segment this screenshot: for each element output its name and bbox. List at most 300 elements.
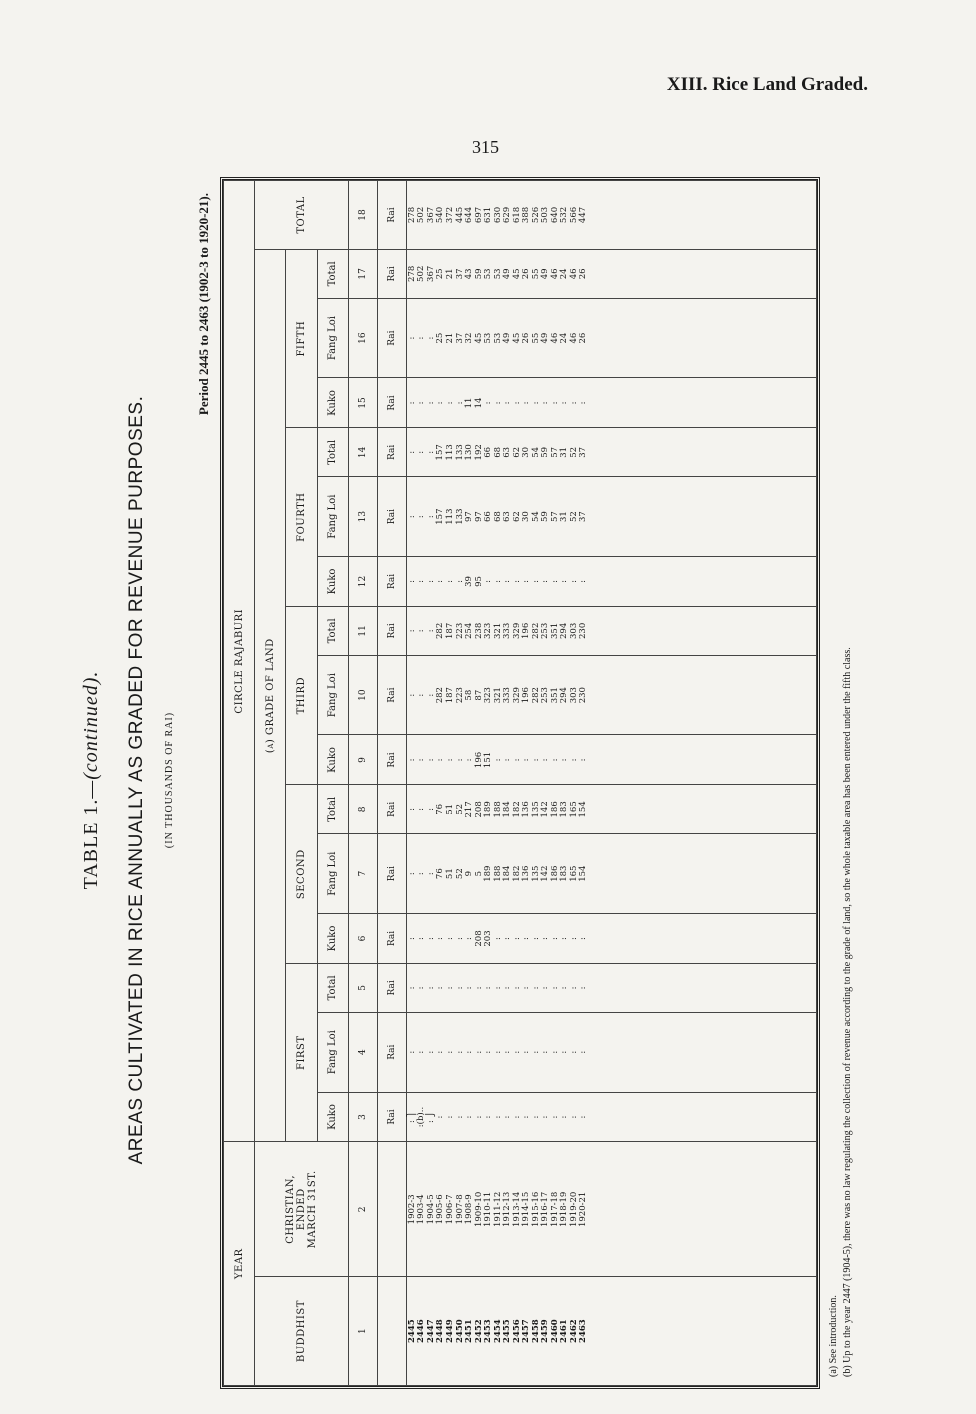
table-cell: :: [483, 580, 494, 583]
table-cell: 184: [502, 801, 513, 818]
table-cell: 68: [492, 511, 503, 523]
table-cell: :: [483, 986, 494, 990]
table-cell: :: [568, 986, 579, 990]
table-cell: :: [502, 401, 513, 405]
table-cell: 238: [473, 622, 484, 639]
table-cell: 1903-4: [416, 1194, 427, 1225]
unit-row: [377, 181, 406, 1386]
table-cell: :: [521, 1115, 532, 1119]
table-cell: 303: [568, 687, 579, 704]
table-cell: 1902-3: [406, 1194, 417, 1225]
table-cell: :: [416, 693, 427, 697]
table-cell: 2449: [445, 1319, 455, 1343]
table-cell: :: [416, 450, 427, 454]
table-cell: :: [454, 758, 465, 762]
table-cell: 2453: [483, 1319, 494, 1343]
table-cell: 189: [483, 865, 494, 882]
table-cell: :: [511, 937, 522, 940]
table-cell: 183: [559, 801, 570, 818]
table-cell: 55: [530, 268, 541, 280]
table-cell: 32: [464, 332, 475, 344]
table-cell: :: [425, 758, 436, 762]
table-cell: 445: [454, 206, 465, 224]
table-cell: 62: [511, 511, 522, 523]
table-cell: :: [511, 986, 522, 990]
column-number: 4: [348, 1012, 377, 1092]
table-cell: 2451: [464, 1319, 475, 1343]
footnote-b: (b) Up to the year 2447 (1904-5), there was no law regulating the collection of revenue according to the grade of land, so the whole taxable area has been entered under the fifth class.: [842, 647, 853, 1377]
table-cell: 640: [549, 206, 560, 224]
table-cell: :: [406, 693, 417, 697]
table-cell: :: [540, 1050, 551, 1054]
table-cell: 130: [464, 444, 475, 461]
table-cell: 136: [521, 865, 532, 882]
table-cell: :: [464, 1050, 475, 1054]
table-cell: :: [540, 937, 551, 940]
table-cell: :: [511, 401, 522, 405]
table-cell: :: [530, 986, 541, 990]
table-cell: :: [425, 986, 436, 990]
table-cell: 49: [540, 268, 551, 280]
unit-cell: Rai: [377, 378, 406, 428]
table-cell: 540: [435, 206, 446, 224]
header-grade: (a) GRADE OF LAND: [255, 249, 286, 1142]
table-cell: 254: [464, 622, 475, 639]
header-fang-loi: Fang Loi: [317, 1012, 348, 1092]
table-cell: :: [511, 758, 522, 762]
table-cell: 196: [521, 687, 532, 704]
table-cell: 183: [559, 865, 570, 882]
table-cell: 37: [578, 446, 589, 458]
table-cell: :: [416, 807, 427, 811]
table-cell: 76: [435, 868, 446, 880]
table-cell: 53: [483, 332, 494, 344]
table-cell: 24: [559, 268, 570, 280]
table-cell: :: [464, 937, 475, 940]
column-fifth-fang-loi: [406, 298, 816, 378]
table-cell: 321: [492, 687, 503, 704]
column-second-fang-loi: [406, 834, 816, 914]
column-second-total: [406, 785, 816, 834]
column-fourth-fang-loi: [406, 477, 816, 557]
header-christian-line1: CHRISTIAN,: [285, 1174, 297, 1244]
table-cell: 1912-13: [502, 1191, 513, 1228]
table-cell: :: [559, 986, 570, 990]
table-cell: :: [425, 515, 436, 519]
table-cell: 68: [492, 446, 503, 458]
unit-cell: Rai: [377, 1012, 406, 1092]
section-title: XIII. Rice Land Graded.: [666, 74, 868, 95]
unit-cell: Rai: [377, 477, 406, 557]
table-cell: 2448: [435, 1319, 446, 1343]
table-cell: 14: [473, 397, 484, 409]
table-cell: 217: [464, 801, 475, 818]
column-number: 13: [348, 477, 377, 557]
table-cell: :: [492, 401, 503, 405]
column-number: 1: [348, 1277, 377, 1386]
rotated-table-block: [70, 165, 890, 1395]
table-cell: 253: [540, 622, 551, 639]
table-cell: 2462: [568, 1319, 579, 1343]
table-cell: :: [521, 986, 532, 990]
table-cell: :: [454, 580, 465, 583]
header-christian-line2: ENDED: [296, 1188, 308, 1231]
column-number: 3: [348, 1092, 377, 1142]
table-cell: 631: [483, 206, 494, 224]
table-cell: :: [406, 807, 417, 811]
table-cell: :: [568, 758, 579, 762]
table-cell: 1909-10: [473, 1191, 484, 1228]
table-cell: :: [568, 1115, 579, 1119]
table-cell: :: [578, 758, 589, 762]
column-number: 14: [348, 428, 377, 477]
table-cell: :: [502, 986, 513, 990]
table-cell: 37: [454, 332, 465, 344]
header-total-sub: Total: [317, 785, 348, 834]
table-cell: :: [521, 937, 532, 940]
table-cell: 2457: [521, 1319, 532, 1343]
table-cell: 503: [540, 206, 551, 224]
table-cell: 136: [521, 801, 532, 818]
table-cell: :: [406, 937, 417, 940]
table-cell: :: [559, 758, 570, 762]
table-cell: 30: [521, 511, 532, 523]
table-cell: 196: [473, 751, 484, 769]
table-cell: :: [445, 986, 455, 990]
table-cell: :: [435, 1050, 446, 1054]
table-cell: :: [416, 580, 427, 583]
table-cell: 21: [445, 268, 455, 280]
table-cell: 165: [568, 801, 579, 818]
table-cell: :: [540, 580, 551, 583]
table-cell: 49: [502, 332, 513, 344]
table-title-suffix: —(continued).: [80, 670, 102, 799]
table-cell: 97: [464, 511, 475, 523]
table-cell: :: [578, 580, 589, 583]
header-second: SECOND: [286, 785, 317, 964]
table-cell: 53: [492, 332, 503, 344]
table-cell: 46: [549, 268, 560, 280]
table-cell: 253: [540, 687, 551, 704]
table-cell: 1910-11: [483, 1191, 494, 1228]
column-fifth-total: [406, 249, 816, 298]
column-number: 8: [348, 785, 377, 834]
table-cell: 11: [464, 397, 475, 409]
table-cell: :: [568, 1050, 579, 1054]
table-cell: :: [454, 401, 465, 405]
table-cell: :: [530, 401, 541, 405]
table-cell: 329: [511, 622, 522, 639]
table-period: Period 2445 to 2463 (1902-3 to 1920-21).: [196, 193, 211, 416]
unit-cell: Rai: [377, 735, 406, 785]
table-cell: 294: [559, 622, 570, 639]
table-cell: 30: [521, 446, 532, 458]
table-cell: 187: [445, 622, 455, 639]
table-cell: 1907-8: [454, 1194, 465, 1225]
column-number: 7: [348, 834, 377, 914]
table-cell: :: [578, 986, 589, 990]
table-cell: :: [492, 986, 503, 990]
unit-cell: Rai: [377, 556, 406, 606]
table-cell: 58: [464, 689, 475, 701]
table-cell: 2460: [549, 1319, 560, 1343]
table-cell: 1914-15: [521, 1191, 532, 1228]
column-third-kuko: [406, 735, 816, 785]
table-cell: 2459: [540, 1319, 551, 1343]
table-cell: :: [425, 629, 436, 633]
table-cell: 49: [540, 332, 551, 344]
table-cell: :: [435, 580, 446, 583]
table-cell: 25: [435, 268, 446, 280]
header-circle: CIRCLE RAJABURI: [224, 181, 255, 1142]
table-cell: 188: [492, 801, 503, 818]
table-cell: 151: [483, 751, 494, 769]
table-cell: 66: [483, 511, 494, 523]
table-cell: 203: [483, 930, 494, 947]
table-cell: 1906-7: [445, 1194, 455, 1225]
table-cell: :: [445, 1050, 455, 1054]
table-cell: :: [435, 937, 446, 940]
header-total-sub: Total: [317, 963, 348, 1012]
table-cell: 282: [435, 687, 446, 704]
table-cell: :: [464, 1115, 475, 1119]
unit-cell: Rai: [377, 655, 406, 735]
table-cell: :: [540, 986, 551, 990]
table-cell: :: [454, 986, 465, 990]
table-cell: :: [492, 758, 503, 762]
table-cell: :: [549, 1115, 560, 1119]
table-cell: :: [511, 1050, 522, 1054]
table-cell: 135: [530, 801, 541, 818]
table-cell: 1915-16: [530, 1191, 541, 1228]
table-cell: 303: [568, 622, 579, 639]
table-cell: :: [416, 986, 427, 990]
table-cell: 133: [454, 444, 465, 461]
table-cell: 1919-20: [568, 1191, 579, 1228]
table-cell: :: [416, 1050, 427, 1054]
table-cell: 45: [511, 332, 522, 344]
table-cell: 278: [406, 265, 417, 282]
header-year: YEAR: [224, 1142, 255, 1386]
table-frame: [220, 177, 820, 1389]
table-cell: 43: [464, 268, 475, 280]
column-third-total: [406, 606, 816, 655]
column-fourth-kuko: [406, 556, 816, 606]
table-cell: 55: [530, 332, 541, 344]
header-total: TOTAL: [255, 181, 349, 250]
table-cell: :: [483, 401, 494, 405]
table-cell: 186: [549, 865, 560, 882]
table-cell: 186: [549, 801, 560, 818]
unit-cell: Rai: [377, 785, 406, 834]
table-cell: :: [530, 937, 541, 940]
table-cell: :: [559, 1050, 570, 1054]
table-cell: 196: [521, 622, 532, 639]
table-cell: 367: [425, 265, 436, 282]
table-cell: 2450: [454, 1319, 465, 1343]
table-cell: :: [406, 515, 417, 519]
data-row: [406, 181, 816, 1386]
header-fang-loi: Fang Loi: [317, 834, 348, 914]
header-first: FIRST: [286, 963, 317, 1142]
table-cell: 184: [502, 865, 513, 882]
header-kuko: Kuko: [317, 914, 348, 964]
table-cell: 192: [473, 444, 484, 461]
table-cell: 1918-19: [559, 1191, 570, 1228]
table-cell: 189: [483, 801, 494, 818]
table-cell: 9: [464, 870, 475, 877]
table-cell: 46: [568, 268, 579, 280]
table-cell: 57: [549, 446, 560, 458]
table-cell: 26: [521, 268, 532, 280]
table-cell: :: [425, 580, 436, 583]
table-cell: :: [416, 629, 427, 633]
header-christian-line3: MARCH 31ST.: [307, 1170, 319, 1249]
header-buddhist: BUDDHIST: [255, 1277, 349, 1386]
table-cell: 532: [559, 206, 570, 224]
table-cell: :: [464, 758, 475, 762]
table-cell: 502: [416, 265, 427, 282]
table-cell: 566: [568, 206, 579, 224]
table-cell: 1904-5: [425, 1194, 436, 1225]
table-cell: 63: [502, 511, 513, 523]
unit-cell: [377, 1277, 406, 1386]
table-cell: 1905-6: [435, 1194, 446, 1225]
table-cell: 46: [568, 332, 579, 344]
table-cell: 1908-9: [464, 1194, 475, 1225]
table-cell: 329: [511, 687, 522, 704]
table-cell: 154: [578, 865, 589, 882]
table-cell: :: [502, 937, 513, 940]
table-cell: :: [521, 580, 532, 583]
table-cell: 2456: [511, 1319, 522, 1343]
table-cell: 165: [568, 865, 579, 882]
table-cell: 95: [473, 576, 484, 587]
table-cell: 2463: [578, 1319, 589, 1343]
table-cell: 351: [549, 687, 560, 704]
table-cell: 2452: [473, 1319, 484, 1343]
table-cell: 333: [502, 622, 513, 639]
table-cell: 1916-17: [540, 1191, 551, 1228]
column-fifth-kuko: [406, 378, 816, 428]
table-cell: :: [416, 758, 427, 762]
table-cell: 230: [578, 687, 589, 704]
header-fang-loi: Fang Loi: [317, 655, 348, 735]
table-cell: 97: [473, 511, 484, 523]
table-cell: 294: [559, 687, 570, 704]
table-cell: 154: [578, 801, 589, 818]
table-cell: 157: [435, 444, 446, 461]
table-cell: :: [406, 872, 417, 876]
table-cell: 21: [445, 332, 455, 344]
table-cell: 282: [530, 622, 541, 639]
table-cell: 1911-12: [492, 1191, 503, 1228]
table-cell: :: [540, 758, 551, 762]
table-cell: 282: [435, 622, 446, 639]
table-cell: :: [435, 401, 446, 405]
table-cell: :: [425, 401, 436, 405]
table-cell: :: [540, 1115, 551, 1119]
table-cell: :: [416, 937, 427, 940]
table-cell: :: [492, 1115, 503, 1119]
unit-cell: [377, 1142, 406, 1277]
header-total-sub: Total: [317, 428, 348, 477]
unit-cell: Rai: [377, 298, 406, 378]
table-cell: 31: [559, 511, 570, 523]
table-cell: :: [406, 629, 417, 633]
table-cell: :: [568, 580, 579, 583]
table-cell: 697: [473, 206, 484, 224]
table-subtitle: AREAS CULTIVATED IN RICE ANNUALLY AS GRADED FOR REVENUE PURPOSES.: [126, 395, 147, 1165]
unit-cell: Rai: [377, 1092, 406, 1142]
table-cell: 182: [511, 865, 522, 882]
column-number: 12: [348, 556, 377, 606]
table-cell: 59: [540, 511, 551, 523]
table-cell: 333: [502, 687, 513, 704]
table-cell: :: [406, 580, 417, 583]
header-total-sub: Total: [317, 249, 348, 298]
table-cell: :: [406, 1050, 417, 1054]
table-cell: 49: [502, 268, 513, 280]
table-cell: 52: [568, 511, 579, 523]
table-cell: 133: [454, 508, 465, 525]
column-grand-total: [406, 181, 816, 250]
table-cell: :: [502, 580, 513, 583]
table-title: [80, 165, 103, 1395]
table-cell: 59: [540, 446, 551, 458]
table-cell: 31: [559, 446, 570, 458]
table-cell: :: [559, 937, 570, 940]
table-cell: :: [445, 937, 455, 940]
column-number: 5: [348, 963, 377, 1012]
table-cell: :: [559, 401, 570, 405]
table-cell: :: [406, 758, 417, 762]
table-cell: :: [559, 1115, 570, 1119]
table-cell: 52: [454, 868, 465, 880]
table-cell: :: [445, 1115, 455, 1119]
table-cell: :: [549, 986, 560, 990]
table-cell: 372: [445, 206, 455, 224]
table-cell: :: [578, 1050, 589, 1054]
column-number: 11: [348, 606, 377, 655]
table-cell: 45: [473, 332, 484, 344]
column-second-kuko: [406, 914, 816, 964]
table-cell: :: [502, 1115, 513, 1119]
table-cell: 24: [559, 332, 570, 344]
table-cell: :: [454, 1050, 465, 1054]
header-kuko: Kuko: [317, 378, 348, 428]
table-cell: :: [549, 758, 560, 762]
column-buddhist: [406, 1277, 816, 1386]
table-cell: :: [511, 580, 522, 583]
table-cell: 46: [549, 332, 560, 344]
table-units: (IN THOUSANDS OF RAI): [164, 711, 175, 849]
unit-cell: Rai: [377, 914, 406, 964]
table-cell: :: [492, 580, 503, 583]
table-cell: 223: [454, 622, 465, 639]
table-cell: :: [406, 401, 417, 405]
table-cell: 1913-14: [511, 1191, 522, 1228]
column-first-fang-loi: [406, 1012, 816, 1092]
table-cell: :: [530, 1050, 541, 1054]
table-cell: 142: [540, 801, 551, 818]
column-number: 17: [348, 249, 377, 298]
table-cell: :: [540, 401, 551, 405]
table-cell: : ⎫: [406, 1111, 417, 1123]
table-cell: 2445: [406, 1319, 417, 1343]
table-cell: :: [530, 758, 541, 762]
table-cell: 2454: [492, 1319, 503, 1343]
